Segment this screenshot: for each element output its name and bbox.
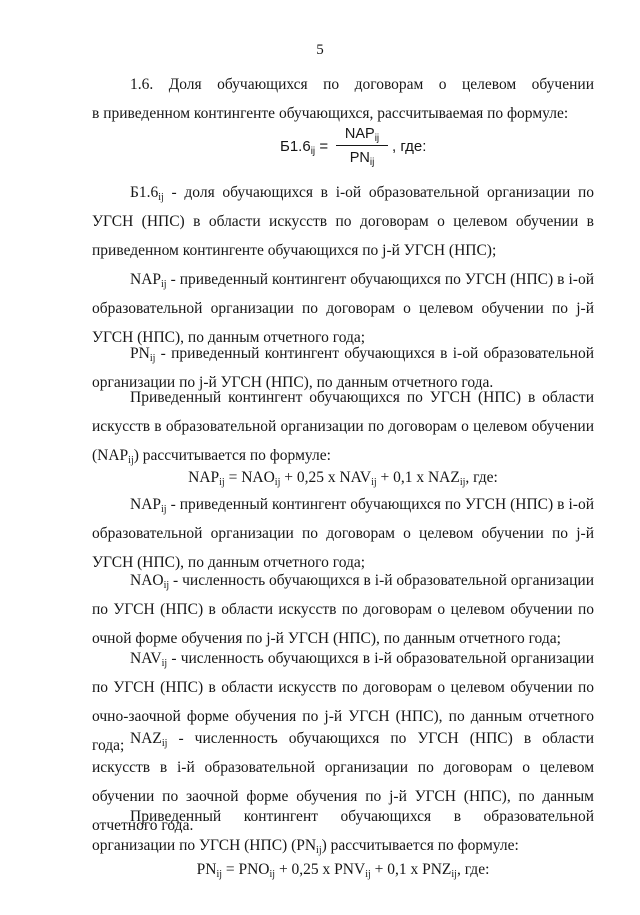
formula-pn: $PN_{ij} = PNO_{ij} + 0,25$ x $PNV_{ij} + 0,1$ x $PNZ_{ij}$, где: xyxy=(196,861,490,880)
definition-nap-1: $NAP_{ij}$ - приведенный контингент обучающихся по УГСН (НПС) в i-ой образовательной организации по договорам о целевом обучении по j-й УГСН (НПС), по данным отчетного года; xyxy=(92,271,594,346)
formula-b16-lhs: $Б1.6_{ij}$ = xyxy=(280,138,329,157)
paragraph-pn-intro: Приведенный контингент обучающихся в образовательной организации по УГСН (НПС) $(PN_{ij})$ рассчитывается по формуле: xyxy=(92,808,594,856)
fraction-bar xyxy=(336,145,388,146)
fraction-numerator: $NAP_{ij}$ xyxy=(344,126,380,144)
definition-nap-2: $NAP_{ij}$ - приведенный контингент обучающихся по УГСН (НПС) в i-ой образовательной организации по договорам о целевом обучении по j-й УГСН (НПС), по данным отчетного года; xyxy=(92,496,594,571)
paragraph-nap-intro: Приведенный контингент обучающихся по УГСН (НПС) в области искусств в образовательной организации по договорам о целевом обучении $(NAP_{ij})$ рассчитывается по формуле: xyxy=(92,389,594,466)
formula-b16 xyxy=(0,124,640,170)
definition-nao: $NAO_{ij}$ - численность обучающихся в i-й образовательной организации по УГСН (НПС) в области искусств по договорам о целевом обучении по очной форме обучения по j-й УГСН (НПС), по данным отчетного года; xyxy=(92,572,594,647)
formula-nap: $NAP_{ij} = NAO_{ij} + 0,25$ x $NAV_{ij} + 0,1$ x $NAZ_{ij}$, где: xyxy=(188,469,498,488)
item-title: Доля обучающихся по договорам о целевом обучении xyxy=(168,76,594,93)
fraction-denominator: $PN_{ij}$ xyxy=(349,150,375,169)
definition-pn: $PN_{ij}$ - приведенный контингент обучающихся в i-ой образовательной организации по j-й УГСН (НПС), по данным отчетного года. xyxy=(92,345,594,391)
formula-b16-fraction xyxy=(336,124,388,168)
item-1-6-line2: в приведенном контингенте обучающихся, рассчитываемая по формуле: xyxy=(92,105,569,122)
formula-b16-tail: , где: xyxy=(392,138,427,155)
item-number: 1.6. xyxy=(130,76,154,93)
page-number: 5 xyxy=(316,42,324,58)
item-1-6-line1 xyxy=(92,70,594,99)
definition-naz: $NAZ_{ij}$ - численность обучающихся по УГСН (НПС) в области искусств в i-й образовательной организации по договорам о целевом обучении по заочной форме обучения по j-й УГСН (НПС), по данным отчетного года. xyxy=(92,730,594,834)
definition-b16: $Б1.6_{ij}$ - доля обучающихся в i-ой образовательной организации по УГСН (НПС) в области искусств по договорам о целевом обучении в приведенном контингенте обучающихся по j-й УГСН (НПС); xyxy=(92,184,594,259)
definition-nav: $NAV_{ij}$ - численность обучающихся в i-й образовательной организации по УГСН (НПС) в области искусств по договорам о целевом обучении по очно-заочной форме обучения по j-й УГСН (НПС), по данным отчетного года; xyxy=(92,650,594,754)
